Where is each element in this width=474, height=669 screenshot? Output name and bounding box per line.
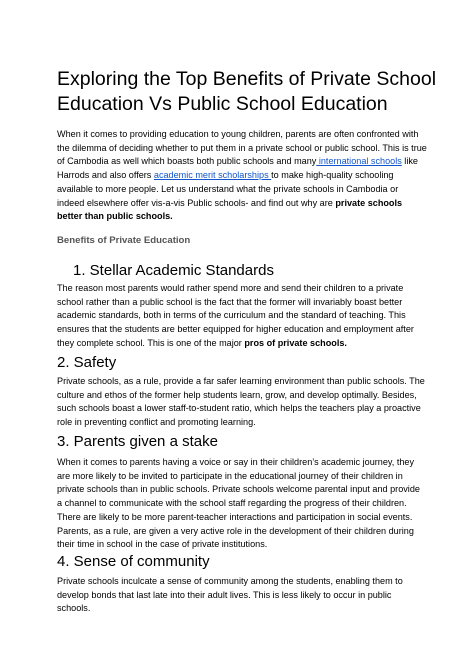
intro-text-2: like Harrods and also offers [57, 156, 418, 181]
intro-bold-text: private schools better than public schools. [57, 197, 403, 222]
section-text-community: Private schools inculcate a sense of community among the students, enabling them to develop bonds that last late into their adult lives. This is less likely to occur in public schools. [57, 576, 403, 614]
academic-standards-bold: pros of private schools. [244, 337, 347, 348]
section-heading-academic-standards: 1. Stellar Academic Standards [73, 262, 274, 279]
title-line-1: Exploring the Top Benefits of Private School [57, 68, 437, 90]
academic-standards-text: The reason most parents would rather spend more and send their children to a private school rather than a public school is the fact that the former will invariably boast better academic standards, both in terms of the curriculum and the standard of teaching. This ensures that the students are better equipped for higher education and employment after they complete school. This is one of the major [57, 283, 414, 348]
section-heading-parents-stake: 3. Parents given a stake [57, 433, 218, 450]
academic-merit-scholarships-link[interactable]: academic merit scholarships [153, 170, 272, 181]
intro-paragraph [57, 128, 427, 224]
international-schools-link[interactable]: international schools [316, 156, 402, 167]
section-text-parents-stake: When it comes to parents having a voice or say in their children’s academic journey, they are more likely to be invited to participate in the educational journey of their children in private schools than in public schools. Private schools welcome parental input and provide a channel to communicate with the school staff regarding the progress of their children. There are likely to be more parent-teacher interactions and participation in social events. Parents, as a rule, are given a very active role in the development of their children during their time in school in the case of private institutions. [57, 457, 420, 550]
intro-text-3: to make high-quality schooling available to more people. Let us understand what the private schools in Cambodia or indeed elsewhere offer vis-a-vis Public schools- and find out why are [57, 170, 399, 208]
section-heading-community: 4. Sense of community [57, 553, 210, 570]
section-heading-safety: 2. Safety [57, 354, 117, 371]
section-text-academic-standards [57, 282, 427, 351]
title-line-2: Education Vs Public School Education [57, 93, 388, 115]
benefits-heading: Benefits of Private Education [57, 235, 191, 246]
intro-text-1: When it comes to providing education to young children, parents are often confronted with the dilemma of deciding whether to put them in a private school or public school. This is true of Cambodia as well which boasts both public schools and many [57, 129, 427, 167]
page-title [57, 67, 437, 117]
section-text-safety: Private schools, as a rule, provide a far safer learning environment than public schools. The culture and ethos of the former help students learn, grow, and develop optimally. Besides, such schools boast a lower staff-to-student ratio, which helps the teachers play a proactive role in preventing conflict and promoting learning. [57, 376, 425, 428]
